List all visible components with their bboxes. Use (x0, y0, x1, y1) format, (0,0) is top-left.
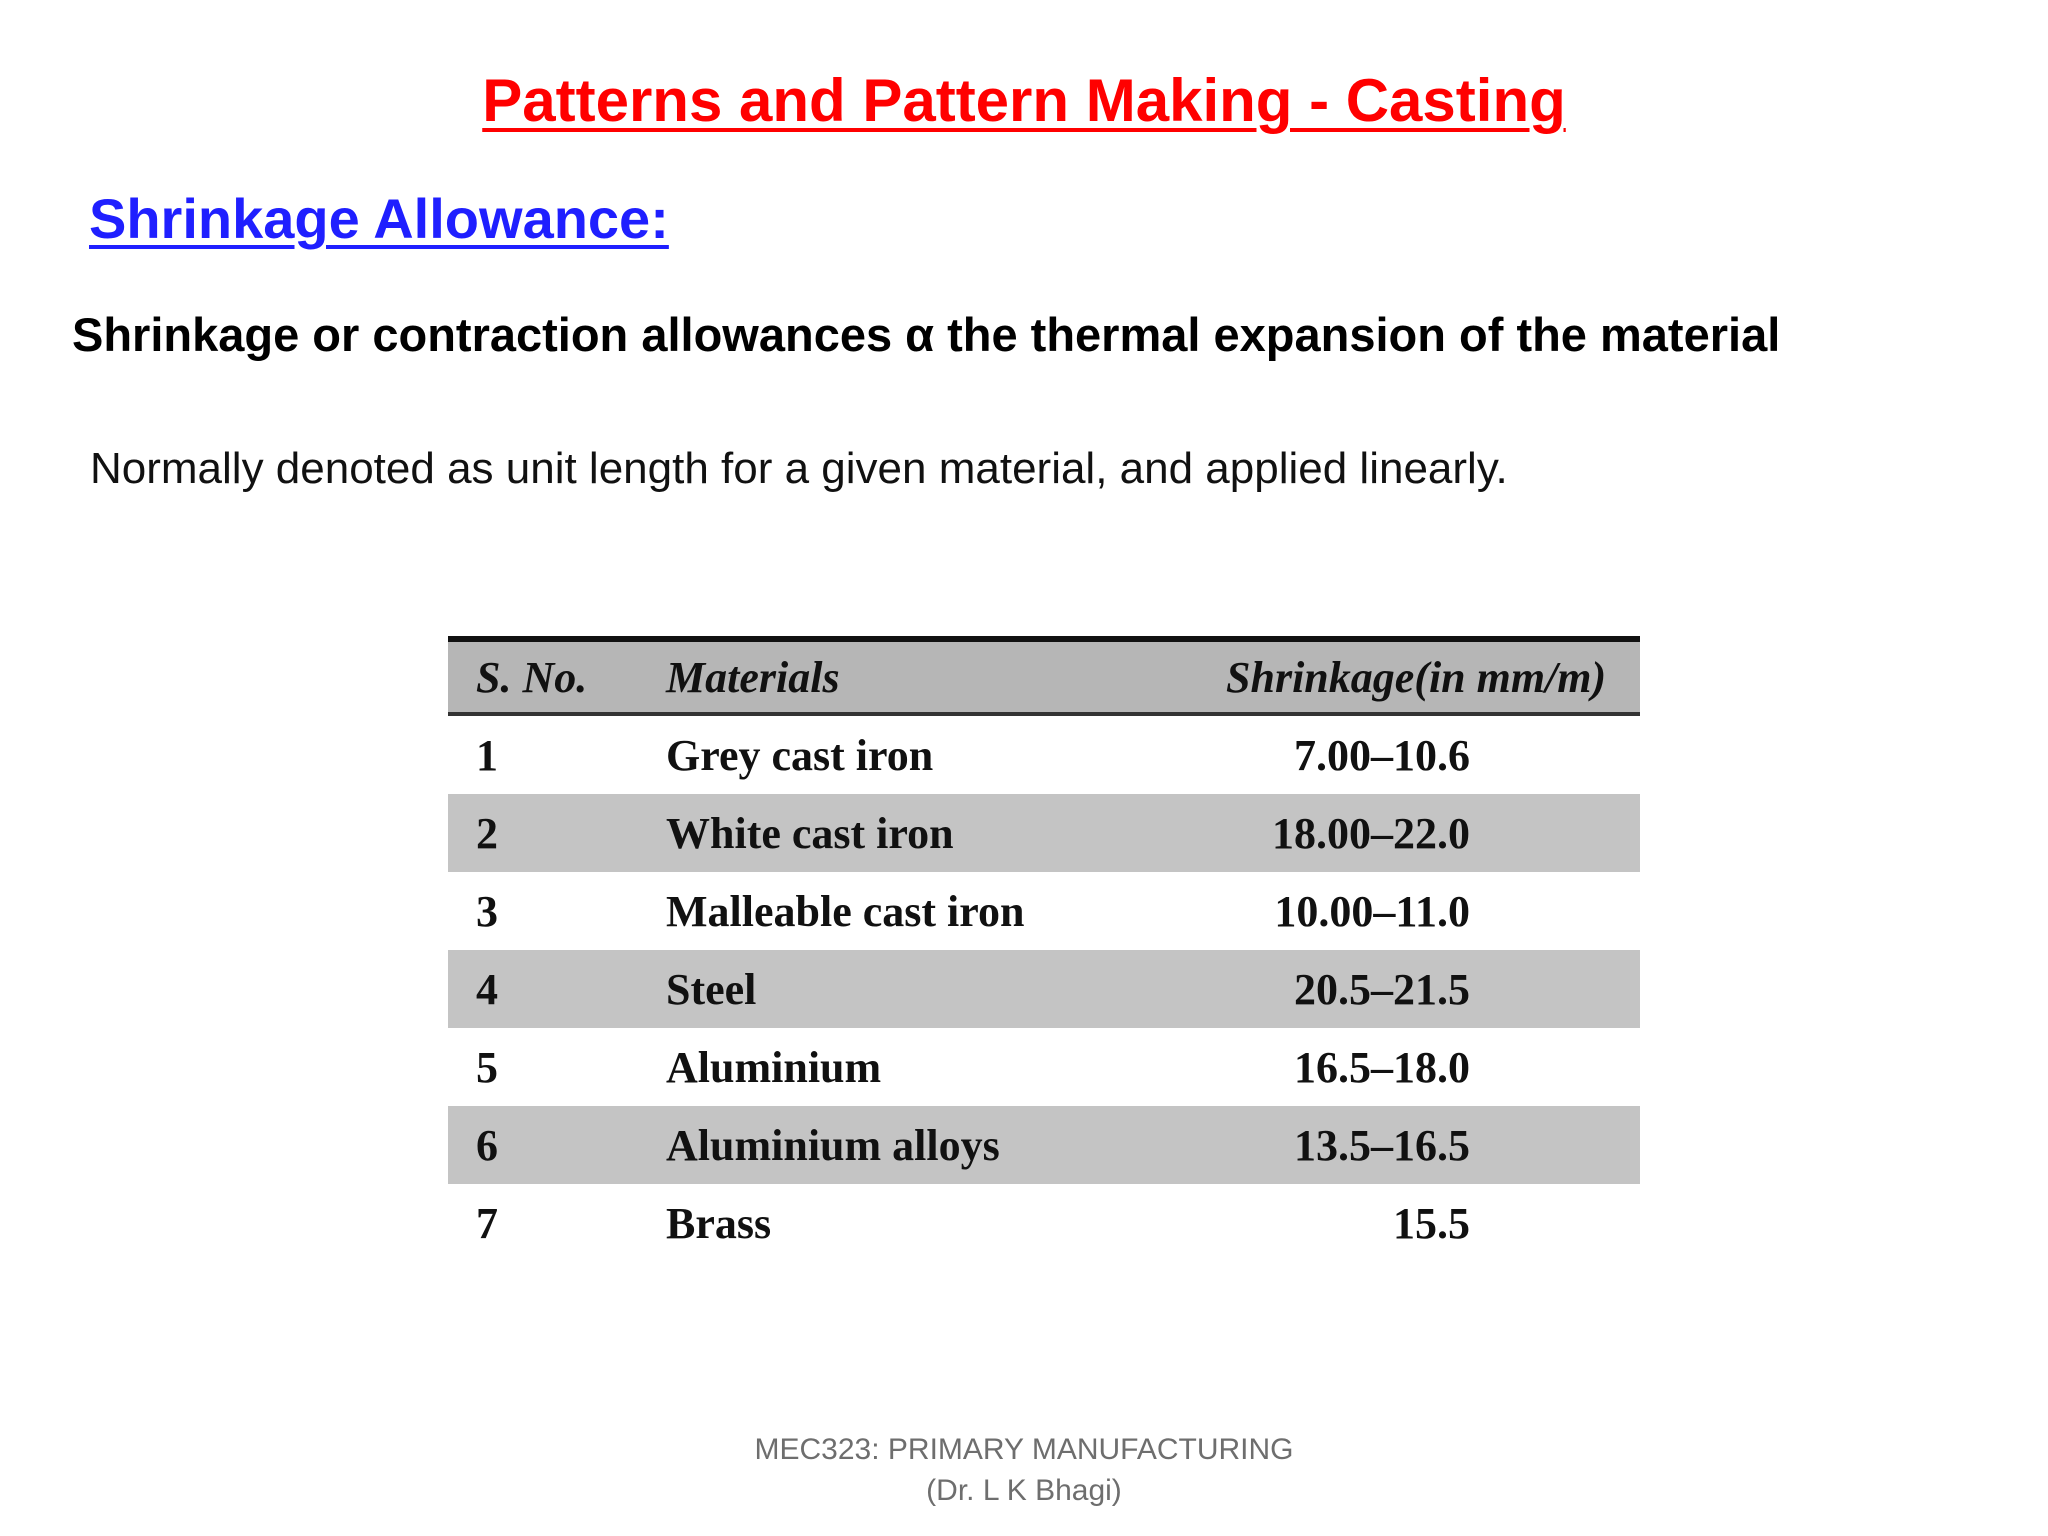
table-row (448, 872, 1640, 950)
statement-text: Shrinkage or contraction allowances α the thermal expansion of the material (72, 308, 1781, 361)
row-shrinkage: 10.00–11.0 (1274, 886, 1470, 936)
header-shrinkage: Shrinkage(in mm/m) (1226, 652, 1607, 702)
row-material: Grey cast iron (666, 730, 934, 780)
row-sno: 2 (476, 808, 498, 858)
table-row (448, 1184, 1640, 1262)
note-text: Normally denoted as unit length for a given material, and applied linearly. (90, 444, 1508, 493)
row-material: Brass (666, 1198, 772, 1248)
table-row (448, 794, 1640, 872)
footer-author: (Dr. L K Bhagi) (926, 1473, 1122, 1507)
header-sno: S. No. (476, 652, 588, 702)
row-sno: 6 (476, 1120, 498, 1170)
row-material: Aluminium (666, 1042, 882, 1092)
table-row (448, 1106, 1640, 1184)
row-shrinkage: 20.5–21.5 (1294, 964, 1470, 1014)
row-sno: 4 (476, 964, 498, 1014)
footer (0, 1430, 2048, 1511)
row-material: Steel (666, 964, 757, 1014)
row-material: Aluminium alloys (666, 1120, 1000, 1170)
row-material: White cast iron (666, 808, 954, 858)
table-row (448, 950, 1640, 1028)
row-shrinkage: 15.5 (1393, 1198, 1470, 1248)
row-shrinkage: 18.00–22.0 (1272, 808, 1470, 858)
row-shrinkage: 16.5–18.0 (1294, 1042, 1470, 1092)
row-sno: 3 (476, 886, 498, 936)
row-sno: 7 (476, 1198, 498, 1248)
section-heading: Shrinkage Allowance: (89, 187, 669, 250)
table-header-row (448, 639, 1640, 714)
header-materials: Materials (666, 652, 840, 702)
row-shrinkage: 7.00–10.6 (1294, 730, 1470, 780)
row-sno: 5 (476, 1042, 498, 1092)
shrinkage-table (448, 636, 1640, 1262)
shrinkage-table-container (448, 636, 1640, 1262)
row-shrinkage: 13.5–16.5 (1294, 1120, 1470, 1170)
table-row (448, 714, 1640, 794)
row-material: Malleable cast iron (666, 886, 1025, 936)
table-row (448, 1028, 1640, 1106)
footer-course: MEC323: PRIMARY MANUFACTURING (754, 1433, 1294, 1466)
page-title: Patterns and Pattern Making - Casting (482, 67, 1566, 134)
row-sno: 1 (476, 730, 498, 780)
